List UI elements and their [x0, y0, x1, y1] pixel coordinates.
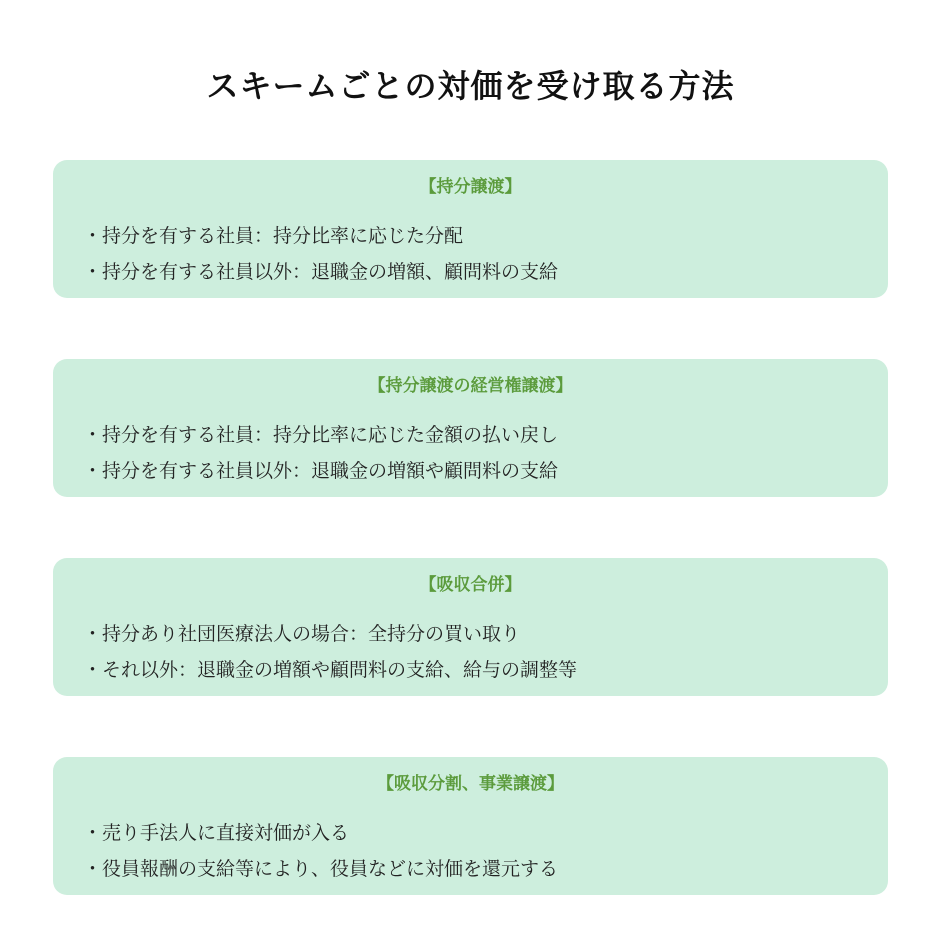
section-item-list — [83, 616, 577, 688]
section-heading: 【吸収分割、事業譲渡】 — [377, 774, 564, 794]
section-item-list — [83, 417, 558, 489]
section-item-list — [83, 218, 558, 290]
section-card-kyushu-bunkatsu — [53, 757, 888, 895]
section-heading: 【持分譲渡の経営権譲渡】 — [368, 376, 573, 396]
list-item: ・持分あり社団医療法人の場合：全持分の買い取り — [83, 623, 521, 645]
section-card-keieiken-joto — [53, 359, 888, 497]
section-heading: 【持分譲渡】 — [419, 177, 522, 197]
page-title: スキームごとの対価を受け取る方法 — [206, 67, 735, 105]
list-item: ・持分を有する社員：持分比率に応じた分配 — [83, 225, 464, 247]
section-card-mochibun-joto — [53, 160, 888, 298]
list-item: ・持分を有する社員：持分比率に応じた金額の払い戻し — [83, 424, 559, 446]
section-item-list — [83, 815, 558, 887]
section-heading: 【吸収合併】 — [419, 575, 522, 595]
list-item: ・それ以外：退職金の増額や顧問料の支給、給与の調整等 — [83, 659, 578, 681]
list-item: ・売り手法人に直接対価が入る — [83, 822, 350, 844]
list-item: ・役員報酬の支給等により、役員などに対価を還元する — [83, 858, 559, 880]
list-item: ・持分を有する社員以外：退職金の増額、顧問料の支給 — [83, 261, 559, 283]
section-card-kyushu-gappei — [53, 558, 888, 696]
list-item: ・持分を有する社員以外：退職金の増額や顧問料の支給 — [83, 460, 559, 482]
